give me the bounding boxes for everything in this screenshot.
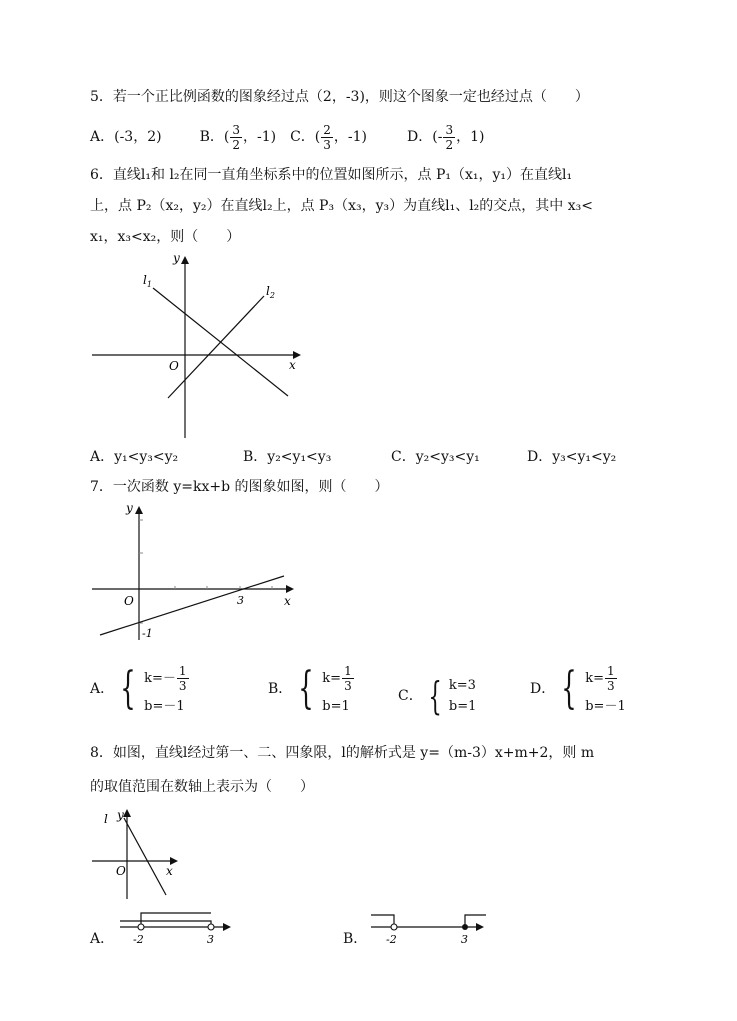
q8-a-open-dot-3 xyxy=(208,924,214,930)
q6-option-d[interactable]: D．y₃<y₁<y₂ xyxy=(527,449,617,465)
q8-line-l xyxy=(124,818,166,895)
q8-a-open-dot xyxy=(138,924,144,930)
q8-a-tick-3: 3 xyxy=(207,933,214,946)
q6-figure xyxy=(88,248,308,443)
q7-stem: 7．一次函数 y=kx+b 的图象如图，则（ ） xyxy=(90,479,389,495)
q7-option-a[interactable]: A． { k=－ $\frac{1}{3}$ b=－1 xyxy=(90,663,187,714)
q5-option-c[interactable]: C．( $\frac{2}{3}$ ，-1) xyxy=(290,122,368,152)
q6-option-c[interactable]: C．y₂<y₃<y₁ xyxy=(391,449,480,465)
q7-axis-x-label: x xyxy=(284,594,291,608)
q6-option-a[interactable]: A．y₁<y₃<y₂ xyxy=(90,449,179,465)
q8-a-tick-neg2: -2 xyxy=(133,933,144,946)
q8-axis-x-label: x xyxy=(166,864,173,878)
q8-stem-line1: 8．如图，直线l经过第一、二、四象限，l的解析式是 y=（m-3）x+m+2，则 m xyxy=(90,745,595,761)
q6-l2-label: $l_2$ xyxy=(266,284,275,300)
q6-stem-line1: 6．直线l₁和 l₂在同一直角坐标系中的位置如图所示，点 P₁（x₁，y₁）在直线l₁ xyxy=(90,167,573,183)
q7-option-c[interactable]: C． { k=3 b=1 xyxy=(398,674,477,718)
q6-l1-label: $l_1$ xyxy=(143,273,152,289)
q6-axis-y-label: y xyxy=(173,251,180,265)
q5-stem: 5．若一个正比例函数的图象经过点（2，-3)，则这个图象一定也经过点（ ） xyxy=(90,89,589,105)
q6-option-b[interactable]: B．y₂<y₁<y₃ xyxy=(243,449,332,465)
q8-b-open-dot xyxy=(391,924,397,930)
q8-option-a-numberline[interactable] xyxy=(115,905,240,950)
q8-option-b-label[interactable]: B． xyxy=(343,931,368,947)
q8-stem-line2: 的取值范围在数轴上表示为（ ） xyxy=(90,779,314,795)
q7-origin-label: O xyxy=(124,594,134,608)
q7-option-d[interactable]: D． { k= $\frac{1}{3}$ b=－1 xyxy=(530,663,626,714)
q7-option-b[interactable]: B． { k= $\frac{1}{3}$ b=1 xyxy=(268,663,352,714)
q8-b-closed-dot xyxy=(462,924,468,930)
q5-option-b[interactable]: B．( $\frac{3}{2}$ ，-1) xyxy=(199,122,277,152)
q5-option-d[interactable]: D．(- $\frac{3}{2}$ ，1) xyxy=(407,122,485,152)
q8-origin-label: O xyxy=(116,864,126,878)
q8-option-a-label[interactable]: A． xyxy=(90,931,115,947)
q8-b-tick-neg2: -2 xyxy=(386,933,397,946)
q7-tick-neg1: -1 xyxy=(142,627,153,640)
q6-axis-x-label: x xyxy=(289,358,296,372)
q6-stem-line2: 上，点 P₂（x₂，y₂）在直线l₂上，点 P₃（x₃，y₃）为直线l₁、l₂的交点，其中 x₃< xyxy=(90,198,593,214)
q8-l-label: l xyxy=(104,812,108,826)
q8-option-b-numberline[interactable] xyxy=(368,905,493,950)
q7-tick-3: 3 xyxy=(237,594,244,607)
q6-stem-line3: x₁，x₃<x₂，则（ ） xyxy=(90,229,241,245)
q8-figure xyxy=(88,803,188,903)
q7-axis-y-label: y xyxy=(126,501,133,515)
q8-b-tick-3: 3 xyxy=(461,933,468,946)
q5-options xyxy=(90,122,484,152)
q6-origin-label: O xyxy=(169,359,179,373)
q5-option-a[interactable]: A．(-3，2) xyxy=(90,129,162,145)
q7-figure xyxy=(88,498,308,643)
q8-axis-y-label: y xyxy=(117,808,124,822)
